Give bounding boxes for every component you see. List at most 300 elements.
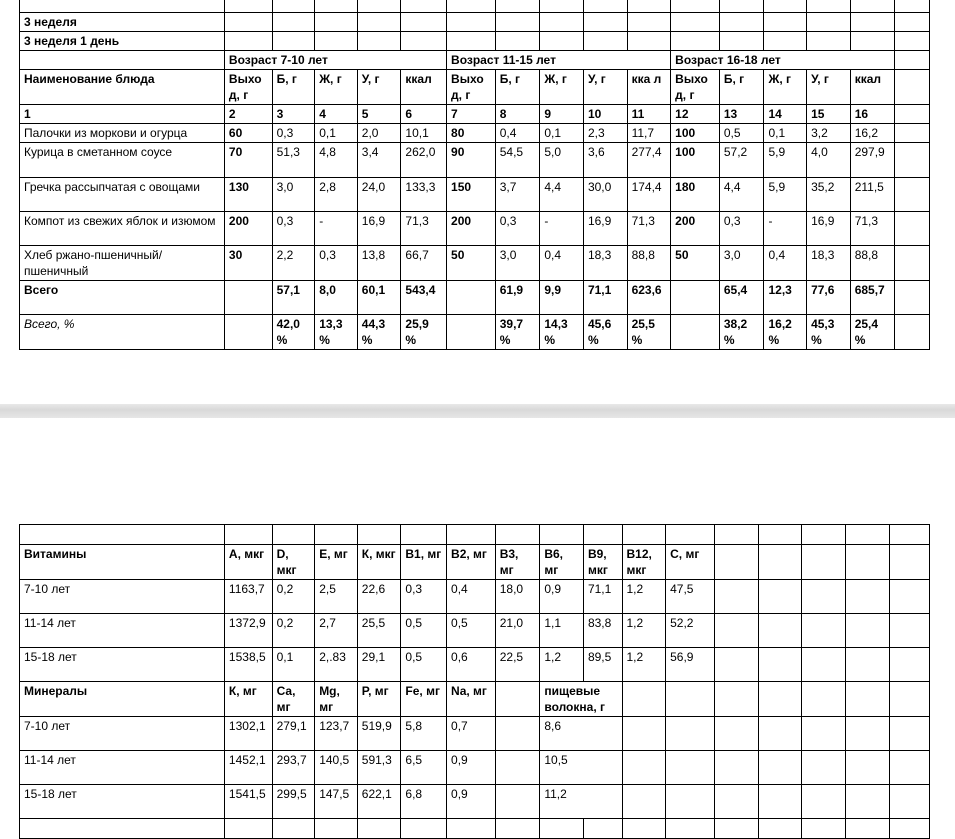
total-label: Всего bbox=[20, 281, 225, 315]
empty-cell bbox=[315, 13, 358, 32]
table-cell: 2,2 bbox=[272, 246, 315, 281]
column-header-row bbox=[20, 70, 930, 105]
dish-row bbox=[20, 212, 930, 246]
empty-cell bbox=[495, 751, 540, 785]
day-title: 3 неделя 1 день bbox=[20, 32, 225, 51]
empty-cell bbox=[20, 51, 225, 70]
table-cell: 1,2 bbox=[622, 580, 666, 614]
vitamin-header: В9, мкг bbox=[583, 545, 622, 580]
empty-cell bbox=[802, 580, 846, 614]
table-cell: 4,0 bbox=[807, 143, 851, 178]
table-cell: 0,1 bbox=[315, 124, 358, 143]
empty-cell bbox=[714, 648, 759, 682]
total-cell bbox=[671, 281, 720, 315]
table-cell: 70 bbox=[224, 143, 272, 178]
table-cell: 299,5 bbox=[272, 785, 315, 819]
dish-row bbox=[20, 143, 930, 178]
empty-cell bbox=[666, 751, 715, 785]
empty-cell bbox=[224, 525, 272, 545]
column-number: 16 bbox=[850, 105, 895, 124]
total-cell: 543,4 bbox=[401, 281, 447, 315]
age-label: 11-14 лет bbox=[20, 751, 225, 785]
page-2 bbox=[0, 418, 955, 829]
column-number-row bbox=[20, 105, 930, 124]
empty-cell bbox=[719, 13, 764, 32]
empty-cell bbox=[401, 32, 447, 51]
total-percent-cell: 42,0 % bbox=[272, 315, 315, 350]
table-cell: 1538,5 bbox=[224, 648, 272, 682]
mineral-header: Mg, мг bbox=[315, 682, 358, 717]
table-cell: 2,3 bbox=[583, 124, 627, 143]
table-cell: 71,3 bbox=[850, 212, 895, 246]
table-cell: 56,9 bbox=[666, 648, 715, 682]
empty-cell bbox=[802, 545, 846, 580]
table-cell: 3,4 bbox=[357, 143, 401, 178]
column-header: Б, г bbox=[719, 70, 764, 105]
column-header: Выхо д, г bbox=[224, 70, 272, 105]
empty-cell bbox=[764, 32, 807, 51]
table-cell: 10,1 bbox=[401, 124, 447, 143]
table-cell: - bbox=[315, 212, 358, 246]
vitamin-header: С, мг bbox=[666, 545, 715, 580]
table-cell: 180 bbox=[671, 178, 720, 212]
column-number: 2 bbox=[224, 105, 272, 124]
empty-cell bbox=[447, 32, 496, 51]
empty-cell bbox=[714, 580, 759, 614]
age-label: 15-18 лет bbox=[20, 785, 225, 819]
total-cell: 685,7 bbox=[850, 281, 895, 315]
table-cell: 0,6 bbox=[447, 648, 496, 682]
table-cell: - bbox=[540, 212, 584, 246]
empty-cell bbox=[714, 682, 759, 717]
total-percent-cell: 45,6 % bbox=[583, 315, 627, 350]
empty-cell bbox=[666, 682, 715, 717]
empty-cell bbox=[759, 785, 802, 819]
column-number: 9 bbox=[540, 105, 584, 124]
week-title-row bbox=[20, 13, 930, 32]
empty-cell bbox=[671, 32, 720, 51]
empty-cell bbox=[759, 751, 802, 785]
mineral-header: Fe, мг bbox=[401, 682, 447, 717]
empty-cell bbox=[495, 32, 540, 51]
total-percent-cell: 13,3 % bbox=[315, 315, 358, 350]
empty-cell bbox=[401, 0, 447, 13]
page-gap bbox=[0, 404, 955, 418]
table-cell: 0,3 bbox=[315, 246, 358, 281]
table-cell: 100 bbox=[671, 124, 720, 143]
age-label: 7-10 лет bbox=[20, 717, 225, 751]
table-cell: 0,4 bbox=[540, 246, 584, 281]
table-cell: 123,7 bbox=[315, 717, 358, 751]
table-cell: 0,9 bbox=[447, 751, 496, 785]
table-cell: 5,8 bbox=[401, 717, 447, 751]
page-1 bbox=[0, 0, 955, 404]
age-label: 11-14 лет bbox=[20, 614, 225, 648]
table-cell: 0,3 bbox=[272, 124, 315, 143]
column-number: 8 bbox=[495, 105, 540, 124]
table-cell: 47,5 bbox=[666, 580, 715, 614]
empty-cell bbox=[890, 614, 930, 648]
vitamin-header: D, мкг bbox=[272, 545, 315, 580]
empty-cell bbox=[447, 13, 496, 32]
day-title-row bbox=[20, 32, 930, 51]
empty-cell bbox=[627, 0, 671, 13]
table-cell: 0,1 bbox=[764, 124, 807, 143]
table-cell: 279,1 bbox=[272, 717, 315, 751]
table-cell: 147,5 bbox=[315, 785, 358, 819]
table-cell: 18,0 bbox=[495, 580, 540, 614]
table-cell: 174,4 bbox=[627, 178, 671, 212]
age-label: 7-10 лет bbox=[20, 580, 225, 614]
vitamin-header: В6, мг bbox=[540, 545, 584, 580]
table-cell: 11,7 bbox=[627, 124, 671, 143]
table-cell: 60 bbox=[224, 124, 272, 143]
column-number: 13 bbox=[719, 105, 764, 124]
column-header: Ж, г bbox=[764, 70, 807, 105]
table-cell: 293,7 bbox=[272, 751, 315, 785]
empty-cell bbox=[802, 751, 846, 785]
empty-cell bbox=[583, 32, 627, 51]
empty-cell bbox=[20, 0, 225, 13]
empty-cell bbox=[224, 32, 272, 51]
table-cell: 100 bbox=[671, 143, 720, 178]
table-cell: 262,0 bbox=[401, 143, 447, 178]
empty-cell bbox=[622, 751, 666, 785]
menu-table bbox=[19, 0, 930, 350]
table-cell: 140,5 bbox=[315, 751, 358, 785]
table-cell: 4,8 bbox=[315, 143, 358, 178]
vitamin-header: К, мкг bbox=[357, 545, 401, 580]
empty-cell bbox=[495, 525, 540, 545]
column-number: 12 bbox=[671, 105, 720, 124]
table-cell: 0,3 bbox=[719, 212, 764, 246]
empty-cell bbox=[357, 0, 401, 13]
empty-cell bbox=[807, 13, 851, 32]
total-percent-cell bbox=[671, 315, 720, 350]
minerals-header-row bbox=[20, 682, 930, 717]
table-cell: 57,2 bbox=[719, 143, 764, 178]
table-cell: 0,4 bbox=[447, 580, 496, 614]
total-percent-cell: 25,5 % bbox=[627, 315, 671, 350]
table-cell: 200 bbox=[447, 212, 496, 246]
total-percent-cell: 16,2 % bbox=[764, 315, 807, 350]
mineral-row bbox=[20, 751, 930, 785]
table-cell: 0,1 bbox=[272, 648, 315, 682]
dish-name: Палочки из моркови и огурца bbox=[20, 124, 225, 143]
empty-cell bbox=[759, 648, 802, 682]
total-cell: 57,1 bbox=[272, 281, 315, 315]
empty-cell bbox=[495, 0, 540, 13]
table-cell: 2,7 bbox=[315, 614, 358, 648]
vitamin-header: В12, мкг bbox=[622, 545, 666, 580]
table-cell: 50 bbox=[447, 246, 496, 281]
table-cell: 22,5 bbox=[495, 648, 540, 682]
empty-cell bbox=[540, 32, 584, 51]
table-cell: 30,0 bbox=[583, 178, 627, 212]
empty-cell bbox=[714, 717, 759, 751]
table-cell: 4,4 bbox=[719, 178, 764, 212]
total-percent-cell: 25,9 % bbox=[401, 315, 447, 350]
empty-cell bbox=[802, 682, 846, 717]
table-cell: 22,6 bbox=[357, 580, 401, 614]
total-percent-cell: 45,3 % bbox=[807, 315, 851, 350]
table-cell: 30 bbox=[224, 246, 272, 281]
table-cell: 2,.83 bbox=[315, 648, 358, 682]
empty-cell bbox=[759, 545, 802, 580]
empty-cell bbox=[583, 13, 627, 32]
column-number: 15 bbox=[807, 105, 851, 124]
table-cell: 18,3 bbox=[807, 246, 851, 281]
vitamin-header: В1, мг bbox=[401, 545, 447, 580]
empty-cell bbox=[719, 0, 764, 13]
empty-cell bbox=[802, 525, 846, 545]
table-cell: 6,5 bbox=[401, 751, 447, 785]
column-header: Выхо д, г bbox=[447, 70, 496, 105]
empty-cell bbox=[495, 13, 540, 32]
empty-cell bbox=[224, 0, 272, 13]
total-cell: 9,9 bbox=[540, 281, 584, 315]
empty-cell bbox=[495, 682, 540, 717]
vitamins-minerals-table bbox=[19, 524, 930, 839]
empty-cell bbox=[890, 648, 930, 682]
total-cell: 60,1 bbox=[357, 281, 401, 315]
empty-cell bbox=[627, 13, 671, 32]
total-cell: 77,6 bbox=[807, 281, 851, 315]
empty-cell bbox=[272, 0, 315, 13]
table-cell: 16,9 bbox=[583, 212, 627, 246]
table-cell: 3,0 bbox=[719, 246, 764, 281]
empty-cell bbox=[272, 525, 315, 545]
table-cell: 6,8 bbox=[401, 785, 447, 819]
empty-cell bbox=[895, 0, 930, 13]
table-cell: 8,6 bbox=[540, 717, 622, 751]
empty-cell bbox=[401, 525, 447, 545]
empty-cell bbox=[764, 13, 807, 32]
table-cell: 130 bbox=[224, 178, 272, 212]
table-cell: 297,9 bbox=[850, 143, 895, 178]
empty-cell bbox=[759, 717, 802, 751]
column-header: У, г bbox=[583, 70, 627, 105]
table-cell: 591,3 bbox=[357, 751, 401, 785]
empty-cell bbox=[802, 785, 846, 819]
empty-cell bbox=[759, 614, 802, 648]
dish-row bbox=[20, 124, 930, 143]
column-header: Б, г bbox=[272, 70, 315, 105]
table-cell: 1,2 bbox=[540, 648, 584, 682]
table-cell: 4,4 bbox=[540, 178, 584, 212]
empty-cell bbox=[671, 13, 720, 32]
table-cell: 1,2 bbox=[622, 648, 666, 682]
column-header: Выхо д, г bbox=[671, 70, 720, 105]
empty-cell bbox=[895, 32, 930, 51]
empty-cell bbox=[666, 717, 715, 751]
table-cell: 1452,1 bbox=[224, 751, 272, 785]
empty-cell bbox=[540, 13, 584, 32]
empty-cell bbox=[890, 717, 930, 751]
total-percent-cell: 38,2 % bbox=[719, 315, 764, 350]
table-cell: 0,4 bbox=[495, 124, 540, 143]
table-cell: 3,2 bbox=[807, 124, 851, 143]
table-cell: 2,0 bbox=[357, 124, 401, 143]
table-cell: 16,9 bbox=[357, 212, 401, 246]
empty-cell bbox=[495, 785, 540, 819]
empty-cell bbox=[401, 13, 447, 32]
empty-cell bbox=[890, 525, 930, 545]
empty-cell bbox=[315, 0, 358, 13]
mineral-row bbox=[20, 785, 930, 819]
empty-cell bbox=[845, 785, 890, 819]
empty-cell bbox=[845, 580, 890, 614]
table-cell: 0,2 bbox=[272, 580, 315, 614]
table-cell: 0,9 bbox=[540, 580, 584, 614]
vitamins-header-row bbox=[20, 545, 930, 580]
empty-cell bbox=[719, 32, 764, 51]
empty-cell bbox=[890, 785, 930, 819]
age-group-header: Возраст 16-18 лет bbox=[671, 51, 895, 70]
empty-cell bbox=[357, 13, 401, 32]
total-cell: 8,0 bbox=[315, 281, 358, 315]
empty-cell bbox=[845, 751, 890, 785]
empty-cell bbox=[895, 70, 930, 105]
table-cell: 1302,1 bbox=[224, 717, 272, 751]
empty-cell bbox=[845, 717, 890, 751]
empty-cell bbox=[622, 682, 666, 717]
table-cell: 0,2 bbox=[272, 614, 315, 648]
age-group-header: Возраст 11-15 лет bbox=[447, 51, 671, 70]
empty-cell bbox=[845, 525, 890, 545]
dish-name: Курица в сметанном соусе bbox=[20, 143, 225, 178]
column-number: 1 bbox=[20, 105, 225, 124]
table-cell: 3,0 bbox=[495, 246, 540, 281]
table-cell: 0,4 bbox=[764, 246, 807, 281]
dish-row bbox=[20, 178, 930, 212]
empty-cell bbox=[895, 246, 930, 281]
table-cell: 211,5 bbox=[850, 178, 895, 212]
empty-cell bbox=[845, 682, 890, 717]
table-cell: 2,5 bbox=[315, 580, 358, 614]
table-cell: 1372,9 bbox=[224, 614, 272, 648]
empty-cell bbox=[845, 648, 890, 682]
table-cell: 54,5 bbox=[495, 143, 540, 178]
table-cell: 3,6 bbox=[583, 143, 627, 178]
empty-cell bbox=[890, 580, 930, 614]
empty-cell bbox=[807, 0, 851, 13]
table-cell: 1,2 bbox=[622, 614, 666, 648]
empty-cell bbox=[357, 32, 401, 51]
total-percent-cell: 39,7 % bbox=[495, 315, 540, 350]
table-cell: 13,8 bbox=[357, 246, 401, 281]
table-cell: 10,5 bbox=[540, 751, 622, 785]
empty-cell bbox=[622, 785, 666, 819]
total-percent-cell bbox=[447, 315, 496, 350]
empty-cell bbox=[666, 785, 715, 819]
column-number: 5 bbox=[357, 105, 401, 124]
table-cell: 35,2 bbox=[807, 178, 851, 212]
empty-cell bbox=[622, 717, 666, 751]
total-cell bbox=[224, 281, 272, 315]
column-header: У, г bbox=[357, 70, 401, 105]
table-cell: 51,3 bbox=[272, 143, 315, 178]
total-cell: 71,1 bbox=[583, 281, 627, 315]
empty-cell bbox=[802, 614, 846, 648]
empty-cell bbox=[714, 785, 759, 819]
empty-cell bbox=[802, 717, 846, 751]
total-cell: 12,3 bbox=[764, 281, 807, 315]
empty-cell bbox=[447, 0, 496, 13]
mineral-header: Na, мг bbox=[447, 682, 496, 717]
empty-cell bbox=[671, 0, 720, 13]
total-percent-cell: 44,3 % bbox=[357, 315, 401, 350]
vitamin-row bbox=[20, 580, 930, 614]
table-cell: 52,2 bbox=[666, 614, 715, 648]
empty-cell bbox=[583, 525, 622, 545]
total-cell: 65,4 bbox=[719, 281, 764, 315]
minerals-title: Минералы bbox=[20, 682, 225, 717]
empty-cell bbox=[895, 315, 930, 350]
empty-cell bbox=[627, 32, 671, 51]
table-cell: 50 bbox=[671, 246, 720, 281]
table-cell: 200 bbox=[224, 212, 272, 246]
empty-cell bbox=[714, 614, 759, 648]
table-cell: 71,3 bbox=[627, 212, 671, 246]
table-cell: 0,7 bbox=[447, 717, 496, 751]
table-cell: 1,1 bbox=[540, 614, 584, 648]
vitamin-row bbox=[20, 648, 930, 682]
empty-cell bbox=[357, 525, 401, 545]
table-cell: 16,2 bbox=[850, 124, 895, 143]
column-header: Ж, г bbox=[315, 70, 358, 105]
mineral-header: пищевые волокна, г bbox=[540, 682, 622, 717]
empty-cell bbox=[272, 13, 315, 32]
table-cell: 18,3 bbox=[583, 246, 627, 281]
empty-cell bbox=[714, 751, 759, 785]
column-number: 10 bbox=[583, 105, 627, 124]
vitamin-header: А, мкг bbox=[224, 545, 272, 580]
table-cell: 0,5 bbox=[719, 124, 764, 143]
table-cell: 0,3 bbox=[272, 212, 315, 246]
mineral-header: К, мг bbox=[224, 682, 272, 717]
total-percent-cell bbox=[224, 315, 272, 350]
empty-cell bbox=[850, 32, 895, 51]
table-cell: 21,0 bbox=[495, 614, 540, 648]
table-cell: 2,8 bbox=[315, 178, 358, 212]
empty-cell bbox=[714, 545, 759, 580]
empty-cell bbox=[895, 13, 930, 32]
column-header: У, г bbox=[807, 70, 851, 105]
vitamin-row bbox=[20, 614, 930, 648]
table-cell: 11,2 bbox=[540, 785, 622, 819]
total-percent-cell: 25,4 % bbox=[850, 315, 895, 350]
empty-cell bbox=[759, 580, 802, 614]
dish-header: Наименование блюда bbox=[20, 70, 225, 105]
table-cell: 5,9 bbox=[764, 178, 807, 212]
vitamin-header: В3, мг bbox=[495, 545, 540, 580]
table-cell: 622,1 bbox=[357, 785, 401, 819]
empty-cell bbox=[895, 212, 930, 246]
empty-cell bbox=[807, 32, 851, 51]
empty-cell bbox=[890, 751, 930, 785]
empty-cell bbox=[583, 0, 627, 13]
column-number: 6 bbox=[401, 105, 447, 124]
table-cell: 29,1 bbox=[357, 648, 401, 682]
table-cell: 88,8 bbox=[850, 246, 895, 281]
table-cell: 5,0 bbox=[540, 143, 584, 178]
table-cell: 0,5 bbox=[401, 614, 447, 648]
mineral-row bbox=[20, 717, 930, 751]
table-cell: 16,9 bbox=[807, 212, 851, 246]
table-cell: 1163,7 bbox=[224, 580, 272, 614]
empty-cell bbox=[714, 525, 759, 545]
